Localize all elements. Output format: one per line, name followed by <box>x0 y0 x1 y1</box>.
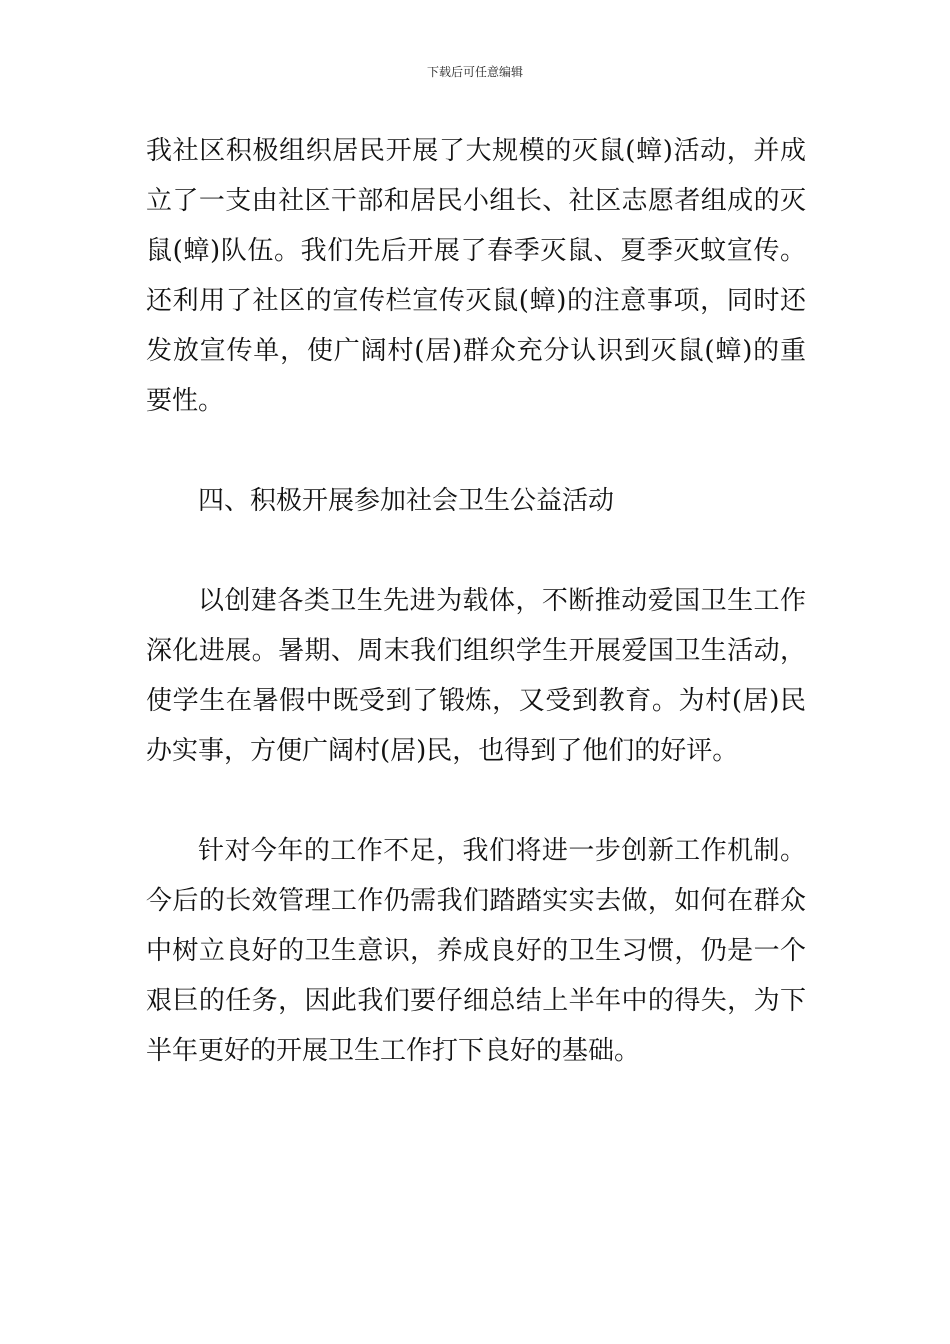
paragraph-spacer <box>146 776 806 826</box>
page-header-note: 下载后可任意编辑 <box>426 65 523 79</box>
paragraph-spacer <box>146 526 806 576</box>
paragraph-spacer <box>146 426 806 476</box>
document-body <box>146 126 806 1076</box>
paragraph-future-plans: 针对今年的工作不足，我们将进一步创新工作机制。今后的长效管理工作仍需我们踏踏实实去做，如何在群众中树立良好的卫生意识，养成良好的卫生习惯，仍是一个艰巨的任务，因此我们要仔细总结上半年中的得失，为下半年更好的开展卫生工作打下良好的基础。 <box>146 836 806 1066</box>
paragraph-public-health-activities: 以创建各类卫生先进为载体，不断推动爱国卫生工作深化进展。暑期、周末我们组织学生开展爱国卫生活动，使学生在暑假中既受到了锻炼，又受到教育。为村(居)民办实事，方便广阔村(居)民，也得到了他们的好评。 <box>146 586 806 766</box>
section-heading-4: 四、积极开展参加社会卫生公益活动 <box>198 486 615 516</box>
paragraph-rodent-control: 我社区积极组织居民开展了大规模的灭鼠(蟑)活动，并成立了一支由社区干部和居民小组长、社区志愿者组成的灭鼠(蟑)队伍。我们先后开展了春季灭鼠、夏季灭蚊宣传。还利用了社区的宣传栏宣传灭鼠(蟑)的注意事项，同时还发放宣传单，使广阔村(居)群众充分认识到灭鼠(蟑)的重要性。 <box>146 136 806 416</box>
